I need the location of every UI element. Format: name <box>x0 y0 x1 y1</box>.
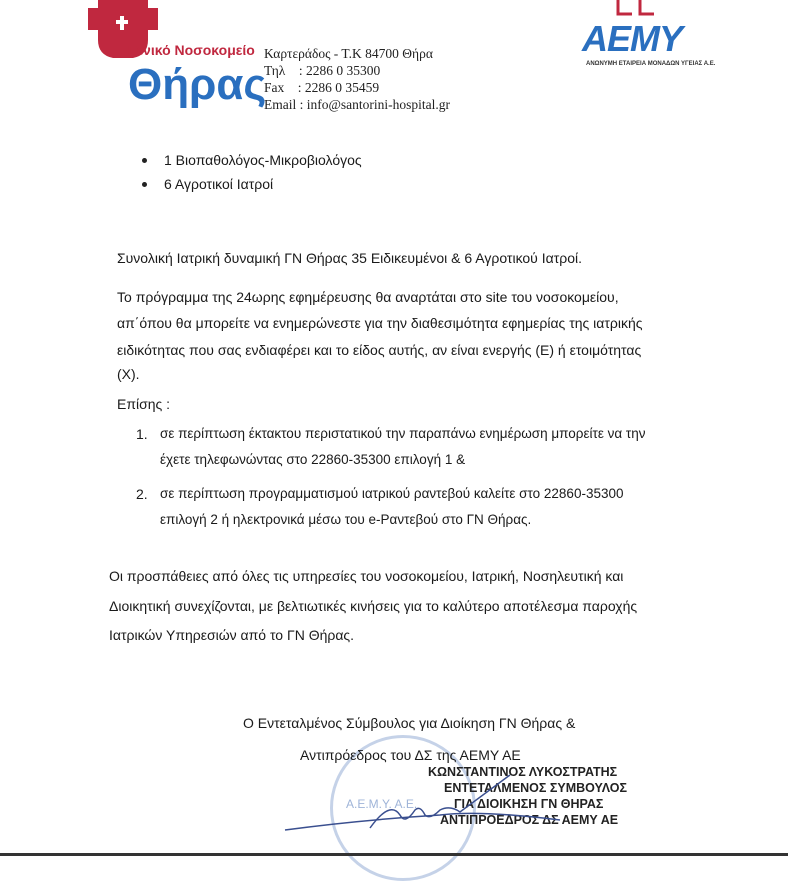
list-number: 2. <box>136 486 148 502</box>
paragraph-line: (Χ). <box>117 366 140 382</box>
handwritten-signature-icon <box>280 770 580 840</box>
numbered-item-line: έχετε τηλεφωνώντας στο 22860-35300 επιλογή 1 & <box>160 452 466 467</box>
also-label: Επίσης : <box>117 396 171 412</box>
fax: Fax : 2286 0 35459 <box>264 80 380 95</box>
numbered-item-line: σε περίπτωση έκτακτου περιστατικού την παραπάνω ενημέρωση μπορείτε να την <box>160 426 646 441</box>
signatory-role: ΓΙΑ ΔΙΟΙΚΗΣΗ ΓΝ ΘΗΡΑΣ <box>454 797 604 811</box>
paragraph-line: Διοικητική συνεχίζονται, με βελτιωτικές κινήσεις για το καλύτερο αποτέλεσμα παροχής <box>109 598 638 614</box>
summary: Συνολική Ιατρική δυναμική ΓΝ Θήρας 35 Ειδικευμένοι & 6 Αγροτικού Ιατροί. <box>117 250 582 266</box>
page-bottom-edge <box>0 853 788 856</box>
aemy-logo-name: AEMY <box>582 18 683 59</box>
list-number: 1. <box>136 426 148 442</box>
seal-text: Α.Ε.Μ.Υ. Α.Ε. <box>346 797 418 811</box>
paragraph-line: απ΄όπου θα μπορείτε να ενημερώνεστε για την διαθεσιμότητα εφημερίας της ιατρικής <box>117 315 643 331</box>
numbered-item-line: επιλογή 2 ή ηλεκτρονικά μέσω του e-Ραντεβού στο ΓΝ Θήρας. <box>160 512 532 527</box>
signatory-role: ΑΝΤΙΠΡΟΕΔΡΟΣ ΔΣ ΑΕΜΥ ΑΕ <box>440 813 619 827</box>
list-item: 6 Αγροτικοί Ιατροί <box>164 176 274 192</box>
phone: Τηλ : 2286 0 35300 <box>264 63 381 78</box>
signatory-role: ΕΝΤΕΤΑΛΜΕΝΟΣ ΣΥΜΒΟΥΛΟΣ <box>444 781 627 795</box>
list-item: 1 Βιοπαθολόγος-Μικροβιολόγος <box>164 152 362 168</box>
bullet-icon <box>142 158 147 163</box>
logo-line1: Γενικό Νοσοκομείο <box>128 42 255 58</box>
paragraph-line: Οι προσπάθειες από όλες τις υπηρεσίες του νοσοκομείου, Ιατρική, Νοσηλευτική και <box>109 568 624 584</box>
aemy-subtitle: ΑΝΩΝΥΜΗ ΕΤΑΙΡΕΙΑ ΜΟΝΑΔΩΝ ΥΓΕΙΑΣ Α.Ε. <box>586 61 716 67</box>
signature-title: Ο Εντεταλμένος Σύμβουλος για Διοίκηση ΓΝ Θήρας & <box>243 715 576 731</box>
signature-title: Αντιπρόεδρος του ΔΣ της ΑΕΜΥ ΑΕ <box>300 747 521 763</box>
bullet-icon <box>142 182 147 187</box>
paragraph-line: Ιατρικών Υπηρεσιών από το ΓΝ Θήρας. <box>109 627 355 643</box>
paragraph-line: ειδικότητας που σας ενδιαφέρει και το είδος αυτής, αν είναι ενεργής (Ε) ή ετοιμότητας <box>117 342 642 358</box>
logo-line2: Θήρας <box>128 60 267 109</box>
paragraph-line: Το πρόγραμμα της 24ωρης εφημέρευσης θα αναρτάται στο site του νοσοκομείου, <box>117 289 619 305</box>
signatory-name: ΚΩΝΣΤΑΝΤΙΝΟΣ ΛΥΚΟΣΤΡΑΤΗΣ <box>428 765 618 779</box>
numbered-item-line: σε περίπτωση προγραμματισμού ιατρικού ραντεβού καλείτε στο 22860-35300 <box>160 486 624 501</box>
address: Καρτεράδος - Τ.Κ 84700 Θήρα <box>264 46 433 61</box>
email: Email : info@santorini-hospital.gr <box>264 97 451 112</box>
